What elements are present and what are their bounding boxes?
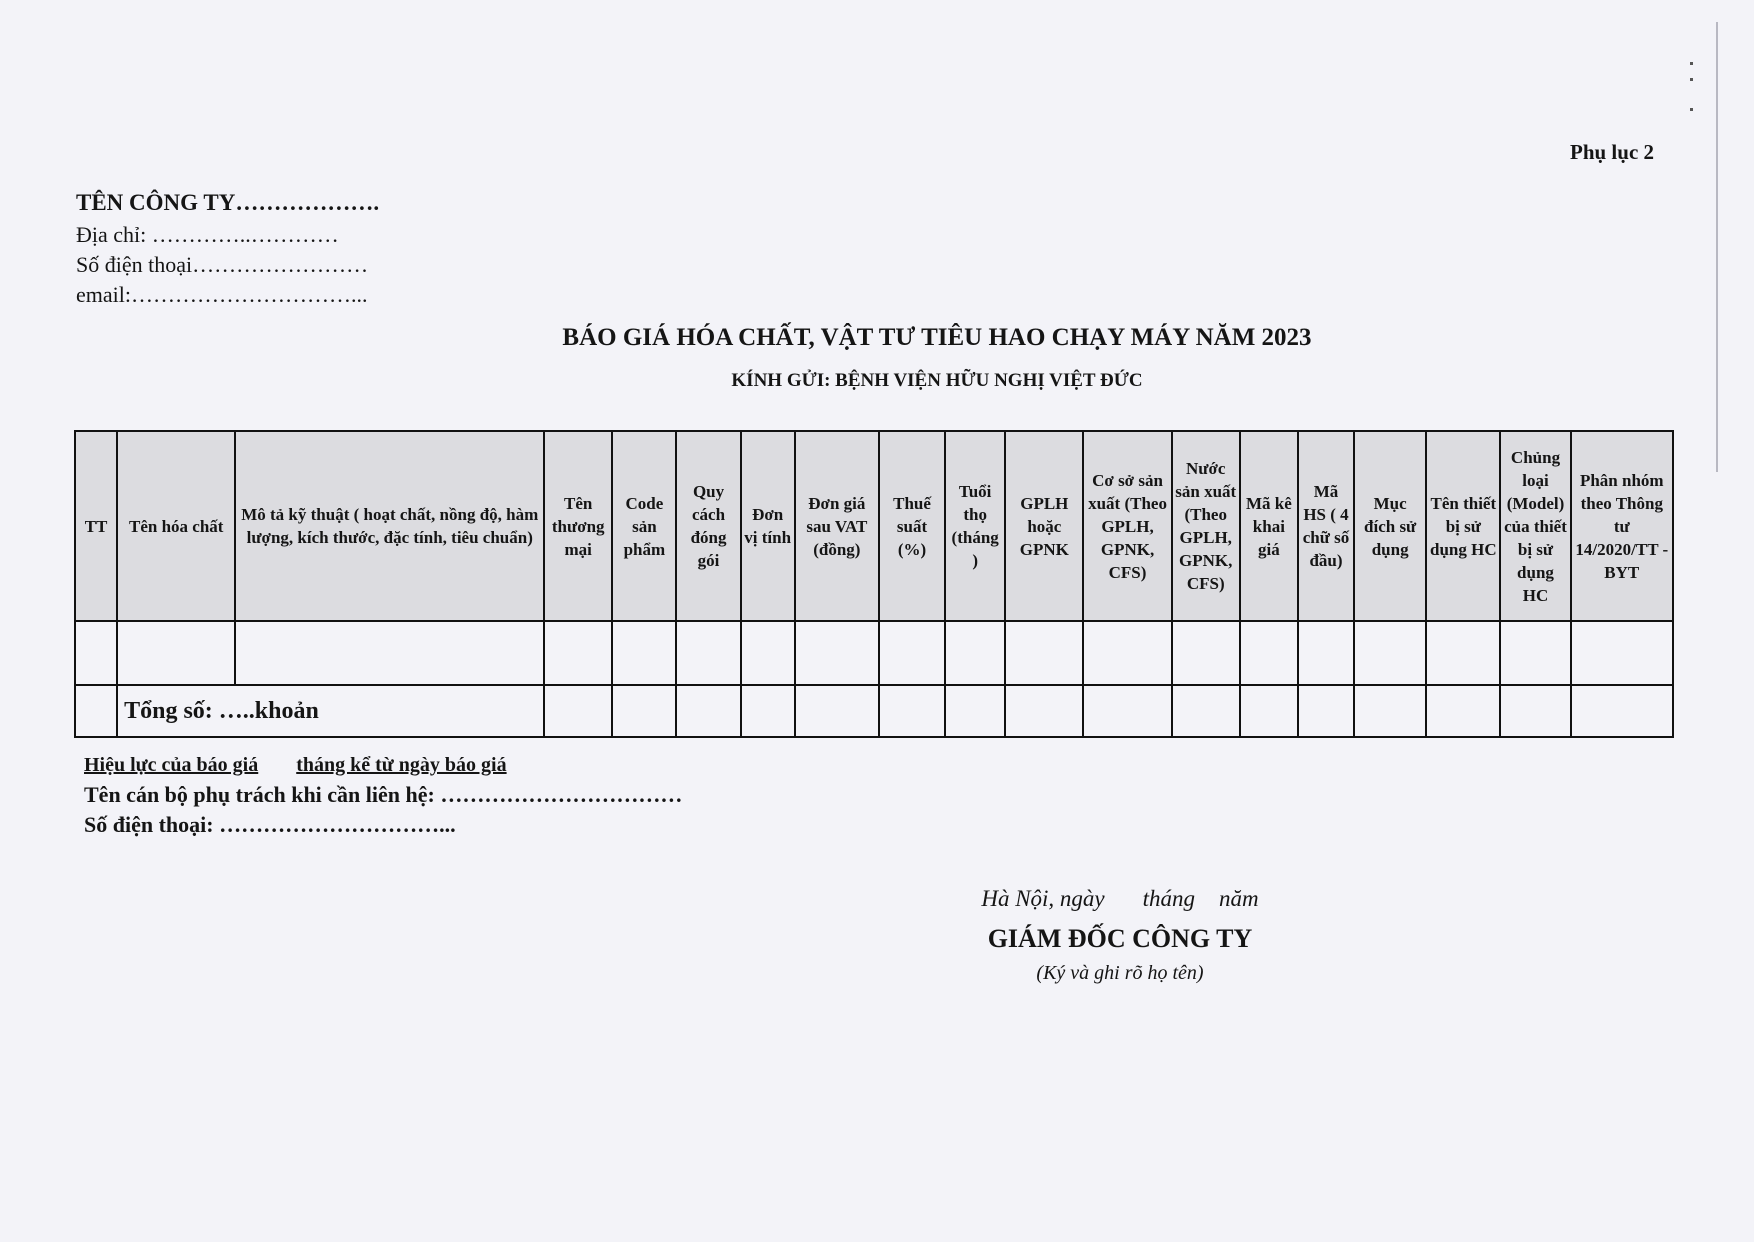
table-cell [75, 621, 117, 685]
table-cell [1354, 621, 1426, 685]
table-cell [544, 621, 612, 685]
company-phone: Số điện thoại…………………… [76, 252, 369, 277]
table-cell [741, 685, 795, 737]
scan-mark [1690, 62, 1693, 65]
header-unit: Đơn vị tính [741, 431, 795, 621]
table-cell [75, 685, 117, 737]
total-label: Tổng số: …..khoản [117, 685, 544, 737]
header-packaging: Quy cách đóng gói [676, 431, 740, 621]
quotation-table [74, 430, 1674, 738]
table-cell [235, 621, 544, 685]
table-cell [1354, 685, 1426, 737]
company-name: TÊN CÔNG TY………………. [76, 190, 380, 215]
table-cell [1298, 685, 1354, 737]
appendix-label: Phụ lục 2 [1570, 140, 1655, 164]
header-license: GPLH hoặc GPNK [1005, 431, 1083, 621]
table-cell [741, 621, 795, 685]
date-month: tháng [1142, 886, 1196, 911]
date-year: năm [1219, 886, 1259, 911]
signature-block [900, 886, 1340, 985]
header-group-classification: Phân nhóm theo Thông tư 14/2020/TT -BYT [1571, 431, 1673, 621]
header-trade-name: Tên thương mại [544, 431, 612, 621]
table-cell [676, 685, 740, 737]
scan-mark [1690, 78, 1693, 81]
contact-phone-line: Số điện thoại: …………………………... [84, 812, 456, 837]
validity-note [84, 750, 682, 780]
table-cell [795, 621, 879, 685]
table-cell [1426, 621, 1500, 685]
table-cell [544, 685, 612, 737]
header-technical-description: Mô tả kỹ thuật ( hoạt chất, nồng độ, hàm lượng, kích thước, đặc tính, tiêu chuẩn) [235, 431, 544, 621]
table-cell [612, 685, 676, 737]
signature-date-line [900, 886, 1340, 912]
table-cell [1240, 685, 1298, 737]
validity-months-text: tháng kể từ ngày báo giá [296, 754, 507, 776]
table-row [75, 621, 1673, 685]
scan-mark [1690, 108, 1693, 111]
table-cell [1500, 621, 1570, 685]
total-row [75, 685, 1673, 737]
table-cell [117, 621, 235, 685]
table-cell [1083, 621, 1171, 685]
company-address: Địa chỉ: …………..………… [76, 222, 339, 247]
table-cell [1571, 685, 1673, 737]
header-unit-price: Đơn giá sau VAT (đồng) [795, 431, 879, 621]
header-tax-rate: Thuế suất (%) [879, 431, 945, 621]
company-info [76, 188, 379, 310]
header-country: Nước sản xuất (Theo GPLH, GPNK, CFS) [1172, 431, 1240, 621]
header-manufacturer: Cơ sở sản xuất (Theo GPLH, GPNK, CFS) [1083, 431, 1171, 621]
header-device-model: Chủng loại (Model) của thiết bị sử dụng HC [1500, 431, 1570, 621]
table-cell [1500, 685, 1570, 737]
header-chemical-name: Tên hóa chất [117, 431, 235, 621]
header-hs-code: Mã HS ( 4 chữ số đầu) [1298, 431, 1354, 621]
table-cell [612, 621, 676, 685]
company-email: email:…………………………... [76, 282, 368, 307]
header-shelf-life: Tuổi thọ (tháng ) [945, 431, 1005, 621]
table-cell [1298, 621, 1354, 685]
table-cell [1571, 621, 1673, 685]
signature-title: GIÁM ĐỐC CÔNG TY [987, 924, 1253, 953]
table-cell [1005, 685, 1083, 737]
table-header-row [75, 431, 1673, 621]
contact-person-line: Tên cán bộ phụ trách khi cần liên hệ: …………………………… [84, 782, 683, 807]
table-cell [1005, 621, 1083, 685]
table-cell [879, 685, 945, 737]
table-cell [945, 685, 1005, 737]
table-cell [1240, 621, 1298, 685]
header-purpose: Mục đích sử dụng [1354, 431, 1426, 621]
header-device-name: Tên thiết bị sử dụng HC [1426, 431, 1500, 621]
table-cell [795, 685, 879, 737]
table-cell [879, 621, 945, 685]
notes-section [84, 750, 682, 840]
table-cell [945, 621, 1005, 685]
date-place: Hà Nội, ngày [981, 886, 1105, 911]
table-cell [1172, 621, 1240, 685]
table-cell [1083, 685, 1171, 737]
signature-note: (Ký và ghi rõ họ tên) [1036, 962, 1204, 984]
validity-label: Hiệu lực của báo giá [84, 754, 259, 776]
header-product-code: Code sản phẩm [612, 431, 676, 621]
document-title: BÁO GIÁ HÓA CHẤT, VẬT TƯ TIÊU HAO CHẠY MÁY NĂM 2023 [562, 324, 1312, 351]
scan-edge-line [1716, 22, 1718, 472]
table-cell [676, 621, 740, 685]
table-cell [1426, 685, 1500, 737]
header-price-declaration-code: Mã kê khai giá [1240, 431, 1298, 621]
document-recipient: KÍNH GỬI: BỆNH VIỆN HỮU NGHỊ VIỆT ĐỨC [731, 370, 1143, 391]
table-cell [1172, 685, 1240, 737]
header-tt: TT [75, 431, 117, 621]
